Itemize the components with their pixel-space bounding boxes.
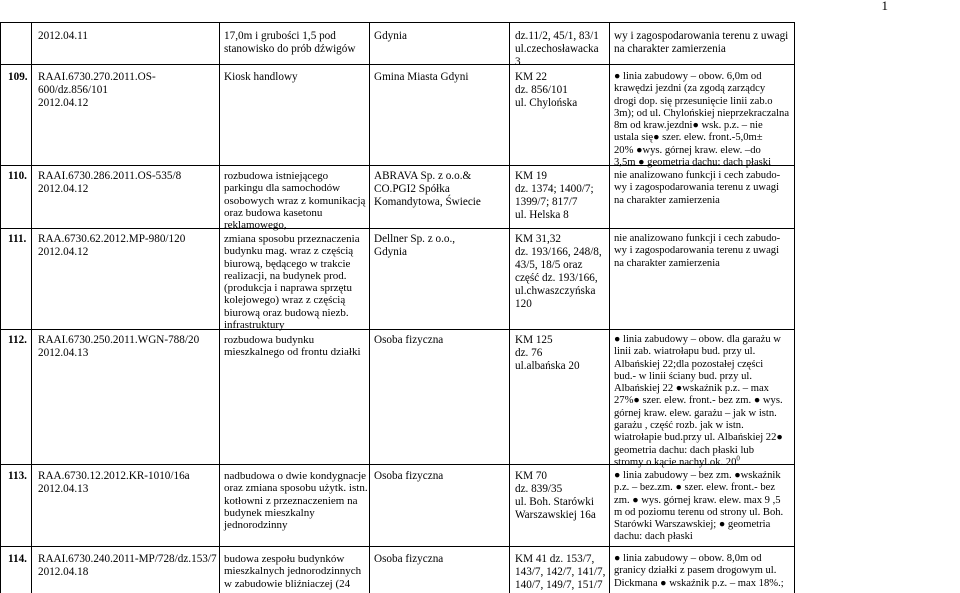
row-number: 110. [8, 170, 27, 182]
location: KM 31,32 dz. 193/166, 248/8, 43/5, 18/5 oraz część dz. 193/166, ul.chwaszczyńska 120 [515, 233, 602, 310]
description: budowa zespołu budynków mieszkalnych jednorodzinnych w zabudowie bliźniaczej (24 [224, 553, 362, 590]
location: KM 125 dz. 76 ul.albańska 20 [515, 334, 580, 372]
location: KM 22 dz. 856/101 ul. Chylońska [515, 71, 578, 109]
row-number: 113. [8, 470, 27, 482]
location: KM 41 dz. 153/7, 143/7, 142/7, 141/7, 140/7, 149/7, 151/7 [515, 553, 606, 591]
row-number: 111. [8, 233, 27, 245]
description: nadbudowa o dwie kondygnacje oraz zmiana sposobu użytk. istn. kotłowni z przeznaczeniem na budynek mieszkalny jednorodzinny [224, 470, 368, 532]
page-number: 1 [881, 0, 888, 13]
decision: nie analizowano funkcji i cech zabudo- wy i zagospodarowania terenu z uwagi na charakter zamierzenia [614, 233, 781, 269]
description: rozbudowa budynku mieszkalnego od frontu działki [224, 334, 361, 359]
description: 17,0m i grubości 1,5 pod stanowisko do prób dźwigów [224, 30, 356, 55]
location: KM 70 dz. 839/35 ul. Boh. Starówki Warszawskiej 16a [515, 470, 596, 521]
investor: Osoba fizyczna [374, 470, 444, 482]
investor: Osoba fizyczna [374, 553, 444, 565]
degree-superscript: 0 [736, 454, 740, 463]
case-number: 2012.04.11 [38, 30, 88, 42]
decision: nie analizowano funkcji i cech zabudo- wy i zagospodarowania terenu z uwagi na charakter zamierzenia [614, 170, 781, 206]
location: KM 19 dz. 1374; 1400/7; 1399/7; 817/7 ul. Helska 8 [515, 170, 594, 221]
investor: Gmina Miasta Gdyni [374, 71, 469, 83]
location: dz.11/2, 45/1, 83/1 ul.czechosławacka 3 [515, 30, 599, 68]
decision: ● linia zabudowy – obow. 6,0m od krawędzi jezdni (za zgodą zarządcy drogi dop. się przesunięcie linii zab.o 3m); od ul. Chylońskiej nieprzekraczalna 8m od kraw.jezdni● wsk. p.z. – nie ustala się● szer. elew. front.-5,0m± 20% ●wys. górnej kraw. elew. –do 3,5m ● geometria dachu: dach płaski [614, 71, 790, 169]
row-number: 109. [8, 71, 28, 83]
description: Kiosk handlowy [224, 71, 298, 83]
row-number: 114. [8, 553, 27, 565]
investor: ABRAVA Sp. z o.o.& CO.PGI2 Spółka Komandytowa, Świecie [374, 170, 481, 208]
investor: Gdynia [374, 30, 407, 42]
description: zmiana sposobu przeznaczenia budynku mag. wraz z częścią biurową, będącego w trakcie realizacji, na budynek prod. (produkcja i naprawa sprzętu kolejowego) wraz z częścią biurową oraz budową niezb. infrastruktury [224, 233, 360, 332]
case-number: RAA.6730.12.2012.KR-1010/16a 2012.04.13 [38, 470, 190, 495]
decision: ● linia zabudowy – obow. 8,0m od granicy działki z pasem drogowym ul. Dickmana ● wskaźnik p.z. – max 18%.; [614, 553, 784, 589]
row-number: 112. [8, 334, 27, 346]
decision: wy i zagospodarowania terenu z uwagi na charakter zamierzenia [614, 30, 789, 55]
decision: ● linia zabudowy – bez zm. ●wskaźnik p.z. – bez.zm. ● szer. elew. front.- bez zm. ● wys. górnej kraw. elew. max 9 ,5 m od poziomu terenu od strony ul. Boh. Starówki Warszawskiej; ● geometria dachu: dach płaski [614, 470, 784, 543]
decision: ● linia zabudowy – obow. dla garażu w linii zab. wiatrołapu bud. przy ul. Albańskiej 22;dla pozostałej części bud.- w linii ściany bud. przy ul. Albańskiej 22 ●wskaźnik p.z. – max 27%● szer. elew. front.- bez zm. ● wys. górnej kraw. elew. garażu – jak w istn. garażu , część rozb. jak w istn. wiatrołapie bud.przy ul. Albańskiej 22● geometria dachu: dach płaski lub stromy o kącie nachyl.ok. $20^0$ [614, 334, 783, 468]
case-number: RAA.6730.62.2012.MP-980/120 2012.04.12 [38, 233, 186, 258]
case-number: RAAI.6730.270.2011.OS- 600/dz.856/101 2012.04.12 [38, 71, 156, 109]
case-number: RAAI.6730.286.2011.OS-535/8 2012.04.12 [38, 170, 182, 195]
investor: Osoba fizyczna [374, 334, 444, 346]
investor: Dellner Sp. z o.o., Gdynia [374, 233, 456, 258]
case-number: RAAI.6730.250.2011.WGN-788/20 2012.04.13 [38, 334, 200, 359]
description: rozbudowa istniejącego parkingu dla samochodów osobowych wraz z komunikacją oraz budowa kasetonu reklamowego, [224, 170, 366, 232]
case-number: RAAI.6730.240.2011-MP/728/dz.153/7 2012.04.18 [38, 553, 217, 578]
